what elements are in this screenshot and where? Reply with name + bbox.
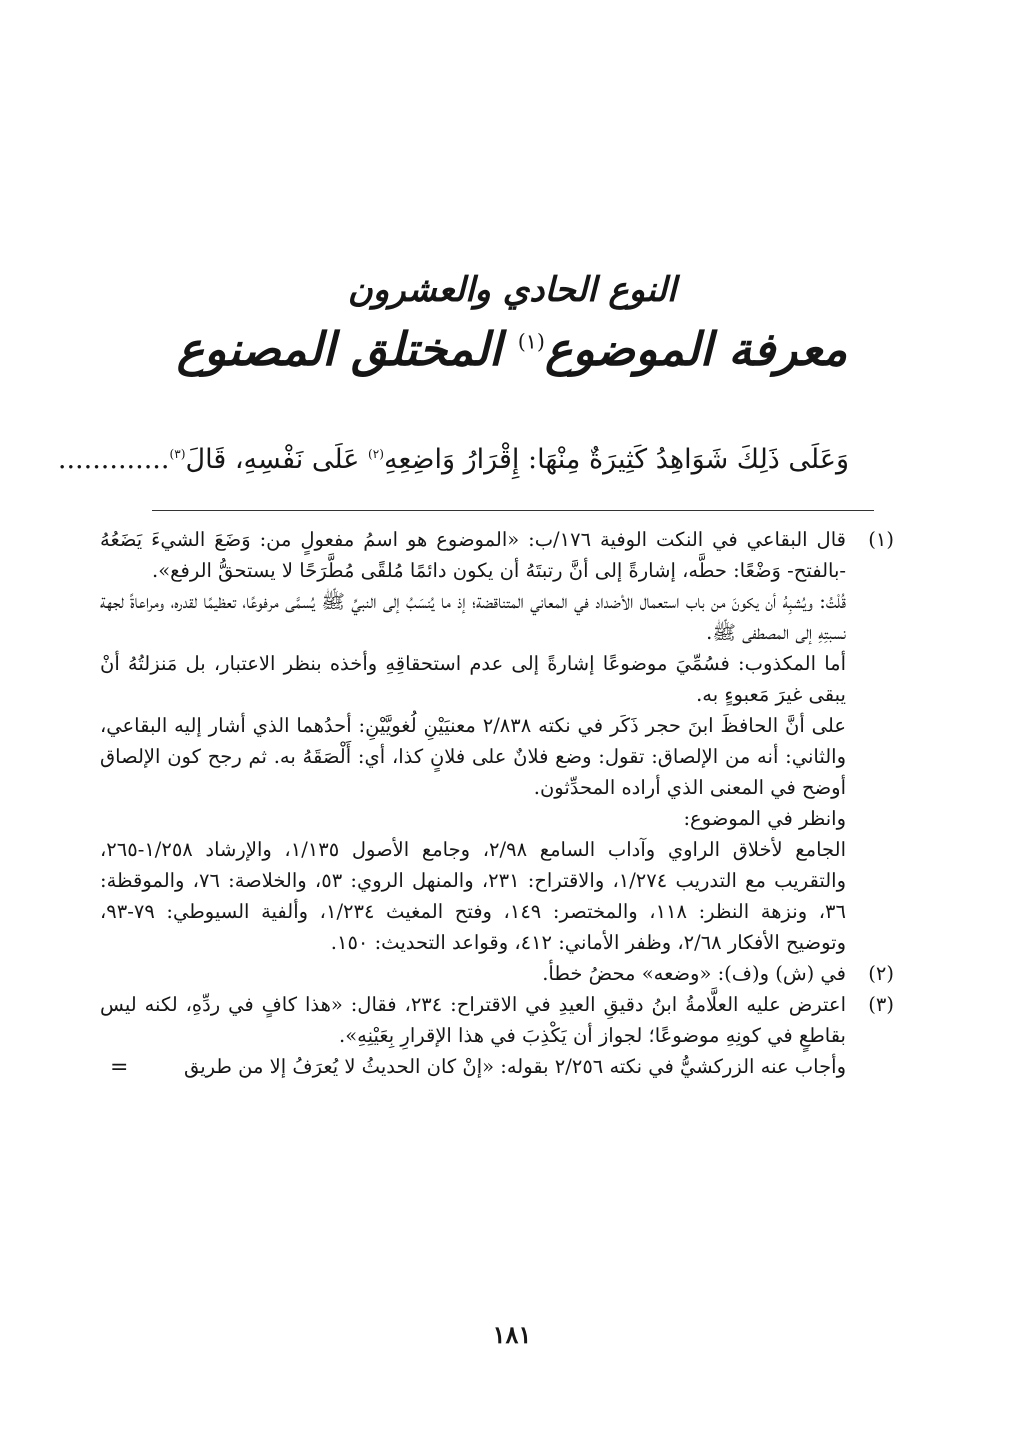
- chapter-title: [0, 318, 1024, 380]
- footnote-body: [100, 958, 846, 989]
- footnote-last-line: [100, 1051, 846, 1086]
- footnotes: [100, 524, 894, 1086]
- footnote-ref-1[interactable]: (١): [517, 329, 545, 354]
- footnote-paragraph: اعترض عليه العلَّامةُ ابنُ دقيقِ العيدِ في الاقتراح: ٢٣٤، فقال: «هذا كافٍ في ردِّهِ، لكنه ليس بقاطعٍ في كونِهِ موضوعًا؛ لجواز أن يَكْذِبَ في هذا الإقرارِ بِعَيْنِهِ».: [100, 993, 846, 1047]
- footnote-paragraph: في (ش) و(ف): «وضعه» محضُ خطأ.: [542, 962, 846, 985]
- footnote-paragraph: على أنَّ الحافظَ ابنَ حجر ذَكَر في نكته ٢/٨٣٨ معنيَيْنِ لُغويَّيْنِ: أحدُهما الذي أشار إليه البقاعي، والثاني: أنه من الإلصاق: تقول: وضع فلانٌ على فلانٍ كذا، أي: أَلْصَقَهُ به. ثم رجح كون الإلصاق أوضح في المعنى الذي أراده المحدِّثون.: [100, 714, 846, 799]
- chapter-title-part2: المختلق المصنوع: [176, 322, 502, 377]
- footnote-number: (١): [868, 528, 894, 551]
- footnote-2: [100, 958, 894, 989]
- footnote-paragraph: قُلْتُ: ويُشبِهُ أن يكونَ من باب استعمال الأضداد في المعاني المتناقضة؛ إذ ما يُنسَبُ إلى النبيِّ ﷺ يُسمَّى مرفوعًا، تعظيمًا لقدره، ومراعاةً لجهة نسبتِهِ إلى المصطفى ﷺ.: [100, 590, 846, 644]
- main-text-ellipsis: .............: [57, 444, 170, 475]
- footnote-paragraph: الجامع لأخلاق الراوي وآداب السامع ٢/٩٨، وجامع الأصول ١/١٣٥، والإرشاد ١/٢٥٨-٢٦٥، والتقريب مع التدريب ١/٢٧٤، والاقتراح: ٢٣١، والمنهل الروي: ٥٣، والخلاصة: ٧٦، والموقظة: ٣٦، ونزهة النظر: ١١٨، والمختصر: ١٤٩، وفتح المغيث ١/٢٣٤، وألفية السيوطي: ٧٩-٩٣، وتوضيح الأفكار ٢/٦٨، وظفر الأماني: ٤١٢، وقواعد التحديث: ١٥٠.: [100, 838, 847, 954]
- footnote-paragraph: أما المكذوب: فسُمِّيَ موضوعًا إشارةً إلى عدم استحقاقِهِ وأخذه بنظر الاعتبار، بل مَنزلتُهُ أنْ يبقى غيرَ مَعبوءٍ به.: [100, 652, 846, 706]
- footnote-paragraph: وأجاب عنه الزركشيُّ في نكته ٢/٢٥٦ بقوله: «إنْ كان الحديثُ لا يُعرَفُ إلا من طريق: [183, 1055, 846, 1078]
- footnote-ref-3[interactable]: (٣): [169, 447, 186, 461]
- footnote-1: [100, 524, 894, 958]
- footnote-paragraph: قال البقاعي في النكت الوفية ١٧٦/ب: «الموضوع هو اسمُ مفعولٍ من: وَضَعَ الشيءَ يَضَعُهُ -بالفتح- وَضْعًا: حطَّه، إشارةً إلى أنَّ رتبتَهُ أن يكون دائمًا مُلقًى مُطَّرَحًا لا يستحقُّ الرفع».: [100, 528, 846, 582]
- footnote-number: (٢): [868, 962, 894, 985]
- footnote-separator: [152, 510, 874, 511]
- main-text-part1: وَعَلَى ذَلِكَ شَوَاهِدُ كَثِيرَةٌ مِنْهَا: إِقْرَارُ وَاضِعِهِ: [384, 444, 849, 475]
- footnote-3: [100, 989, 894, 1086]
- main-text-part2: عَلَى نَفْسِهِ، قَالَ: [185, 444, 368, 475]
- chapter-title-part1: معرفة الموضوع: [544, 322, 848, 377]
- chapter-heading: [0, 268, 1024, 380]
- footnote-ref-2[interactable]: (٢): [368, 447, 385, 461]
- footnote-body: [100, 989, 846, 1086]
- footnote-paragraph: وانظر في الموضوع:: [683, 807, 846, 830]
- page-number: ١٨١: [492, 1320, 532, 1349]
- continued-on-next-page-mark: =: [110, 1055, 129, 1080]
- main-text: [57, 440, 849, 481]
- footnote-number: (٣): [868, 993, 894, 1016]
- footnote-body: [100, 524, 846, 958]
- chapter-subtitle: النوع الحادي والعشرون: [347, 270, 677, 310]
